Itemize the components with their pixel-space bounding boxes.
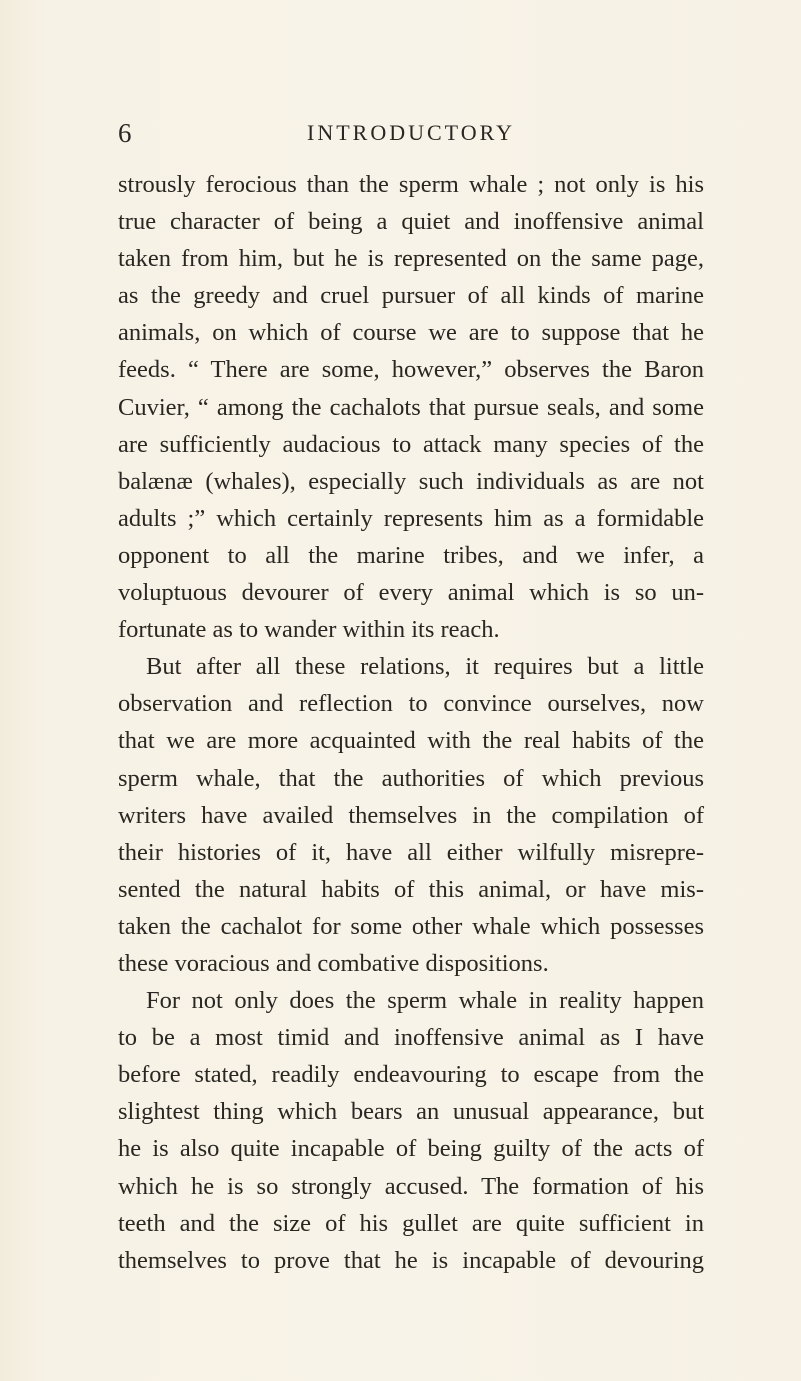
text-line: slightest thing which bears an unusual appearance, but [118, 1098, 704, 1126]
text-line: sperm whale, that the authorities of which previous [118, 764, 704, 792]
text-line: adults ;” which certainly represents him as a formidable [118, 504, 704, 532]
text-line: sented the natural habits of this animal, or have mis- [118, 875, 704, 903]
text-line: Cuvier, “ among the cachalots that pursue seals, and some [118, 393, 704, 421]
text-line: to be a most timid and inoffensive animal as I have [118, 1024, 704, 1052]
text-line: observation and reflection to convince ourselves, now [118, 690, 704, 718]
text-line: these voracious and combative dispositions. [118, 949, 549, 977]
text-line: strously ferocious than the sperm whale ; not only is his [118, 171, 704, 198]
running-title: INTRODUCTORY [307, 120, 515, 145]
paragraph-first-line: But after all these relations, it requires but a little [146, 653, 704, 681]
text-line: their histories of it, have all either wilfully misrepre- [118, 838, 704, 866]
text-line: true character of being a quiet and inoffensive animal [118, 208, 704, 236]
text-line: feeds. “ There are some, however,” observes the Baron [118, 356, 704, 384]
text-line: taken the cachalot for some other whale which possesses [118, 912, 704, 940]
text-line: balænæ (whales), especially such individuals as are not [118, 467, 704, 495]
text-line: voluptuous devourer of every animal which is so un- [118, 579, 704, 607]
text-line: fortunate as to wander within its reach. [118, 616, 500, 644]
text-line: which he is so strongly accused. The formation of his [118, 1172, 704, 1200]
text-line: that we are more acquainted with the real habits of the [118, 727, 704, 755]
text-line: themselves to prove that he is incapable of devouring [118, 1246, 704, 1274]
text-line: he is also quite incapable of being guilty of the acts of [118, 1135, 704, 1163]
text-line: animals, on which of course we are to suppose that he [118, 319, 704, 347]
body-text [118, 166, 704, 1279]
text-line: are sufficiently audacious to attack many species of the [118, 430, 704, 458]
text-line: writers have availed themselves in the compilation of [118, 801, 704, 829]
running-head [118, 116, 704, 150]
page-number: 6 [118, 118, 132, 148]
text-line: as the greedy and cruel pursuer of all kinds of marine [118, 282, 704, 310]
text-line: taken from him, but he is represented on the same page, [118, 245, 704, 273]
paragraph-first-line: For not only does the sperm whale in reality happen [146, 987, 704, 1015]
text-line: teeth and the size of his gullet are quite sufficient in [118, 1209, 704, 1237]
text-line: before stated, readily endeavouring to escape from the [118, 1061, 704, 1089]
text-line: opponent to all the marine tribes, and we infer, a [118, 541, 704, 569]
